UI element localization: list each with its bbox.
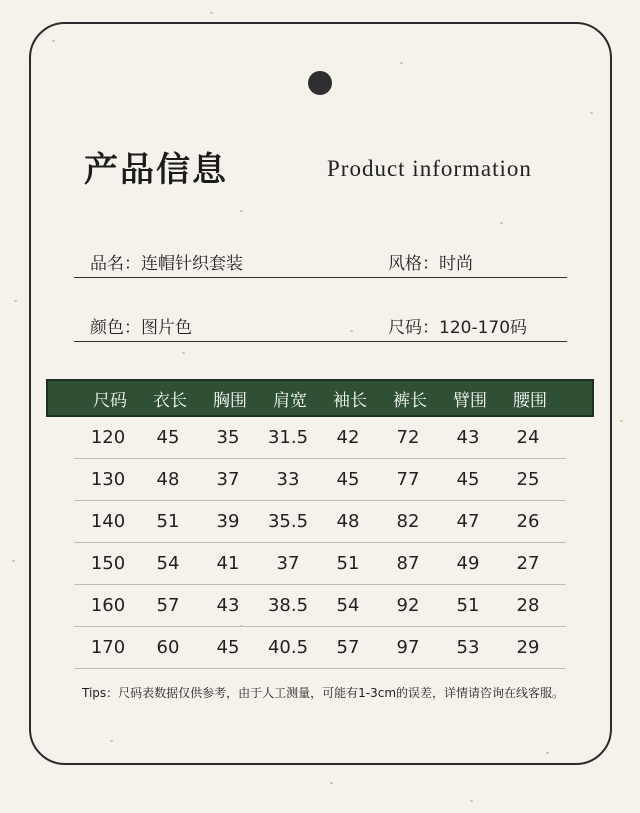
table-cell: 42 <box>336 427 360 448</box>
table-cell: 82 <box>396 511 420 532</box>
table-cell: 24 <box>516 427 540 448</box>
table-cell: 43 <box>216 595 240 616</box>
header-cell: 臂围 <box>453 390 487 411</box>
table-cell: 35.5 <box>267 511 309 532</box>
product-size: 尺码：120-170码 <box>388 318 528 338</box>
table-cell: 54 <box>156 553 180 574</box>
table-cell: 51 <box>156 511 180 532</box>
product-name: 品名：连帽针织套装 <box>90 254 243 274</box>
table-row <box>74 543 566 585</box>
table-cell: 45 <box>216 637 240 658</box>
table-cell: 60 <box>156 637 180 658</box>
paper-speck <box>330 782 333 784</box>
info-row-2 <box>74 305 567 342</box>
tips-note: Tips：尺码表数据仅供参考，由于人工测量，可能有1-3cm的误差，详情请咨询在线客服。 <box>82 686 565 700</box>
table-cell: 40.5 <box>267 637 309 658</box>
page-title: 产品信息 <box>84 150 228 190</box>
table-cell: 140 <box>90 511 126 532</box>
header-cell: 衣长 <box>153 390 187 411</box>
table-cell: 45 <box>456 469 480 490</box>
table-cell: 87 <box>396 553 420 574</box>
header-cell: 裤长 <box>393 390 427 411</box>
paper-speck <box>470 800 473 802</box>
table-cell: 35 <box>216 427 240 448</box>
table-row <box>74 627 566 669</box>
tag-hole <box>308 71 332 95</box>
table-cell: 47 <box>456 511 480 532</box>
table-cell: 150 <box>90 553 126 574</box>
table-cell: 97 <box>396 637 420 658</box>
header-cell: 袖长 <box>333 390 367 411</box>
header-cell: 腰围 <box>513 390 547 411</box>
table-cell: 28 <box>516 595 540 616</box>
table-cell: 48 <box>336 511 360 532</box>
header-cell: 胸围 <box>213 390 247 411</box>
size-table <box>46 379 594 669</box>
table-row <box>74 585 566 627</box>
table-cell: 45 <box>336 469 360 490</box>
table-cell: 33 <box>276 469 300 490</box>
table-cell: 38.5 <box>267 595 309 616</box>
table-cell: 54 <box>336 595 360 616</box>
table-cell: 57 <box>336 637 360 658</box>
table-row <box>74 501 566 543</box>
table-cell: 27 <box>516 553 540 574</box>
table-cell: 41 <box>216 553 240 574</box>
table-cell: 130 <box>90 469 126 490</box>
table-cell: 57 <box>156 595 180 616</box>
table-cell: 53 <box>456 637 480 658</box>
page-subtitle: Product information <box>327 156 532 181</box>
table-cell: 31.5 <box>267 427 309 448</box>
table-cell: 25 <box>516 469 540 490</box>
paper-speck <box>12 560 15 562</box>
header-cell: 尺码 <box>93 390 127 411</box>
info-row-1 <box>74 241 567 278</box>
table-cell: 45 <box>156 427 180 448</box>
table-cell: 120 <box>90 427 126 448</box>
size-table-header <box>46 379 594 417</box>
paper-speck <box>620 420 623 422</box>
table-row <box>74 417 566 459</box>
table-cell: 49 <box>456 553 480 574</box>
table-cell: 39 <box>216 511 240 532</box>
table-cell: 72 <box>396 427 420 448</box>
product-color: 颜色：图片色 <box>90 318 192 338</box>
table-cell: 51 <box>336 553 360 574</box>
table-cell: 26 <box>516 511 540 532</box>
paper-speck <box>210 12 213 14</box>
table-cell: 48 <box>156 469 180 490</box>
table-cell: 37 <box>216 469 240 490</box>
table-cell: 37 <box>276 553 300 574</box>
table-cell: 160 <box>90 595 126 616</box>
table-cell: 29 <box>516 637 540 658</box>
product-style: 风格：时尚 <box>388 254 473 274</box>
paper-speck <box>14 300 17 302</box>
table-cell: 43 <box>456 427 480 448</box>
table-cell: 51 <box>456 595 480 616</box>
table-cell: 92 <box>396 595 420 616</box>
table-cell: 170 <box>90 637 126 658</box>
header-cell: 肩宽 <box>273 390 307 411</box>
table-cell: 77 <box>396 469 420 490</box>
table-row <box>74 459 566 501</box>
